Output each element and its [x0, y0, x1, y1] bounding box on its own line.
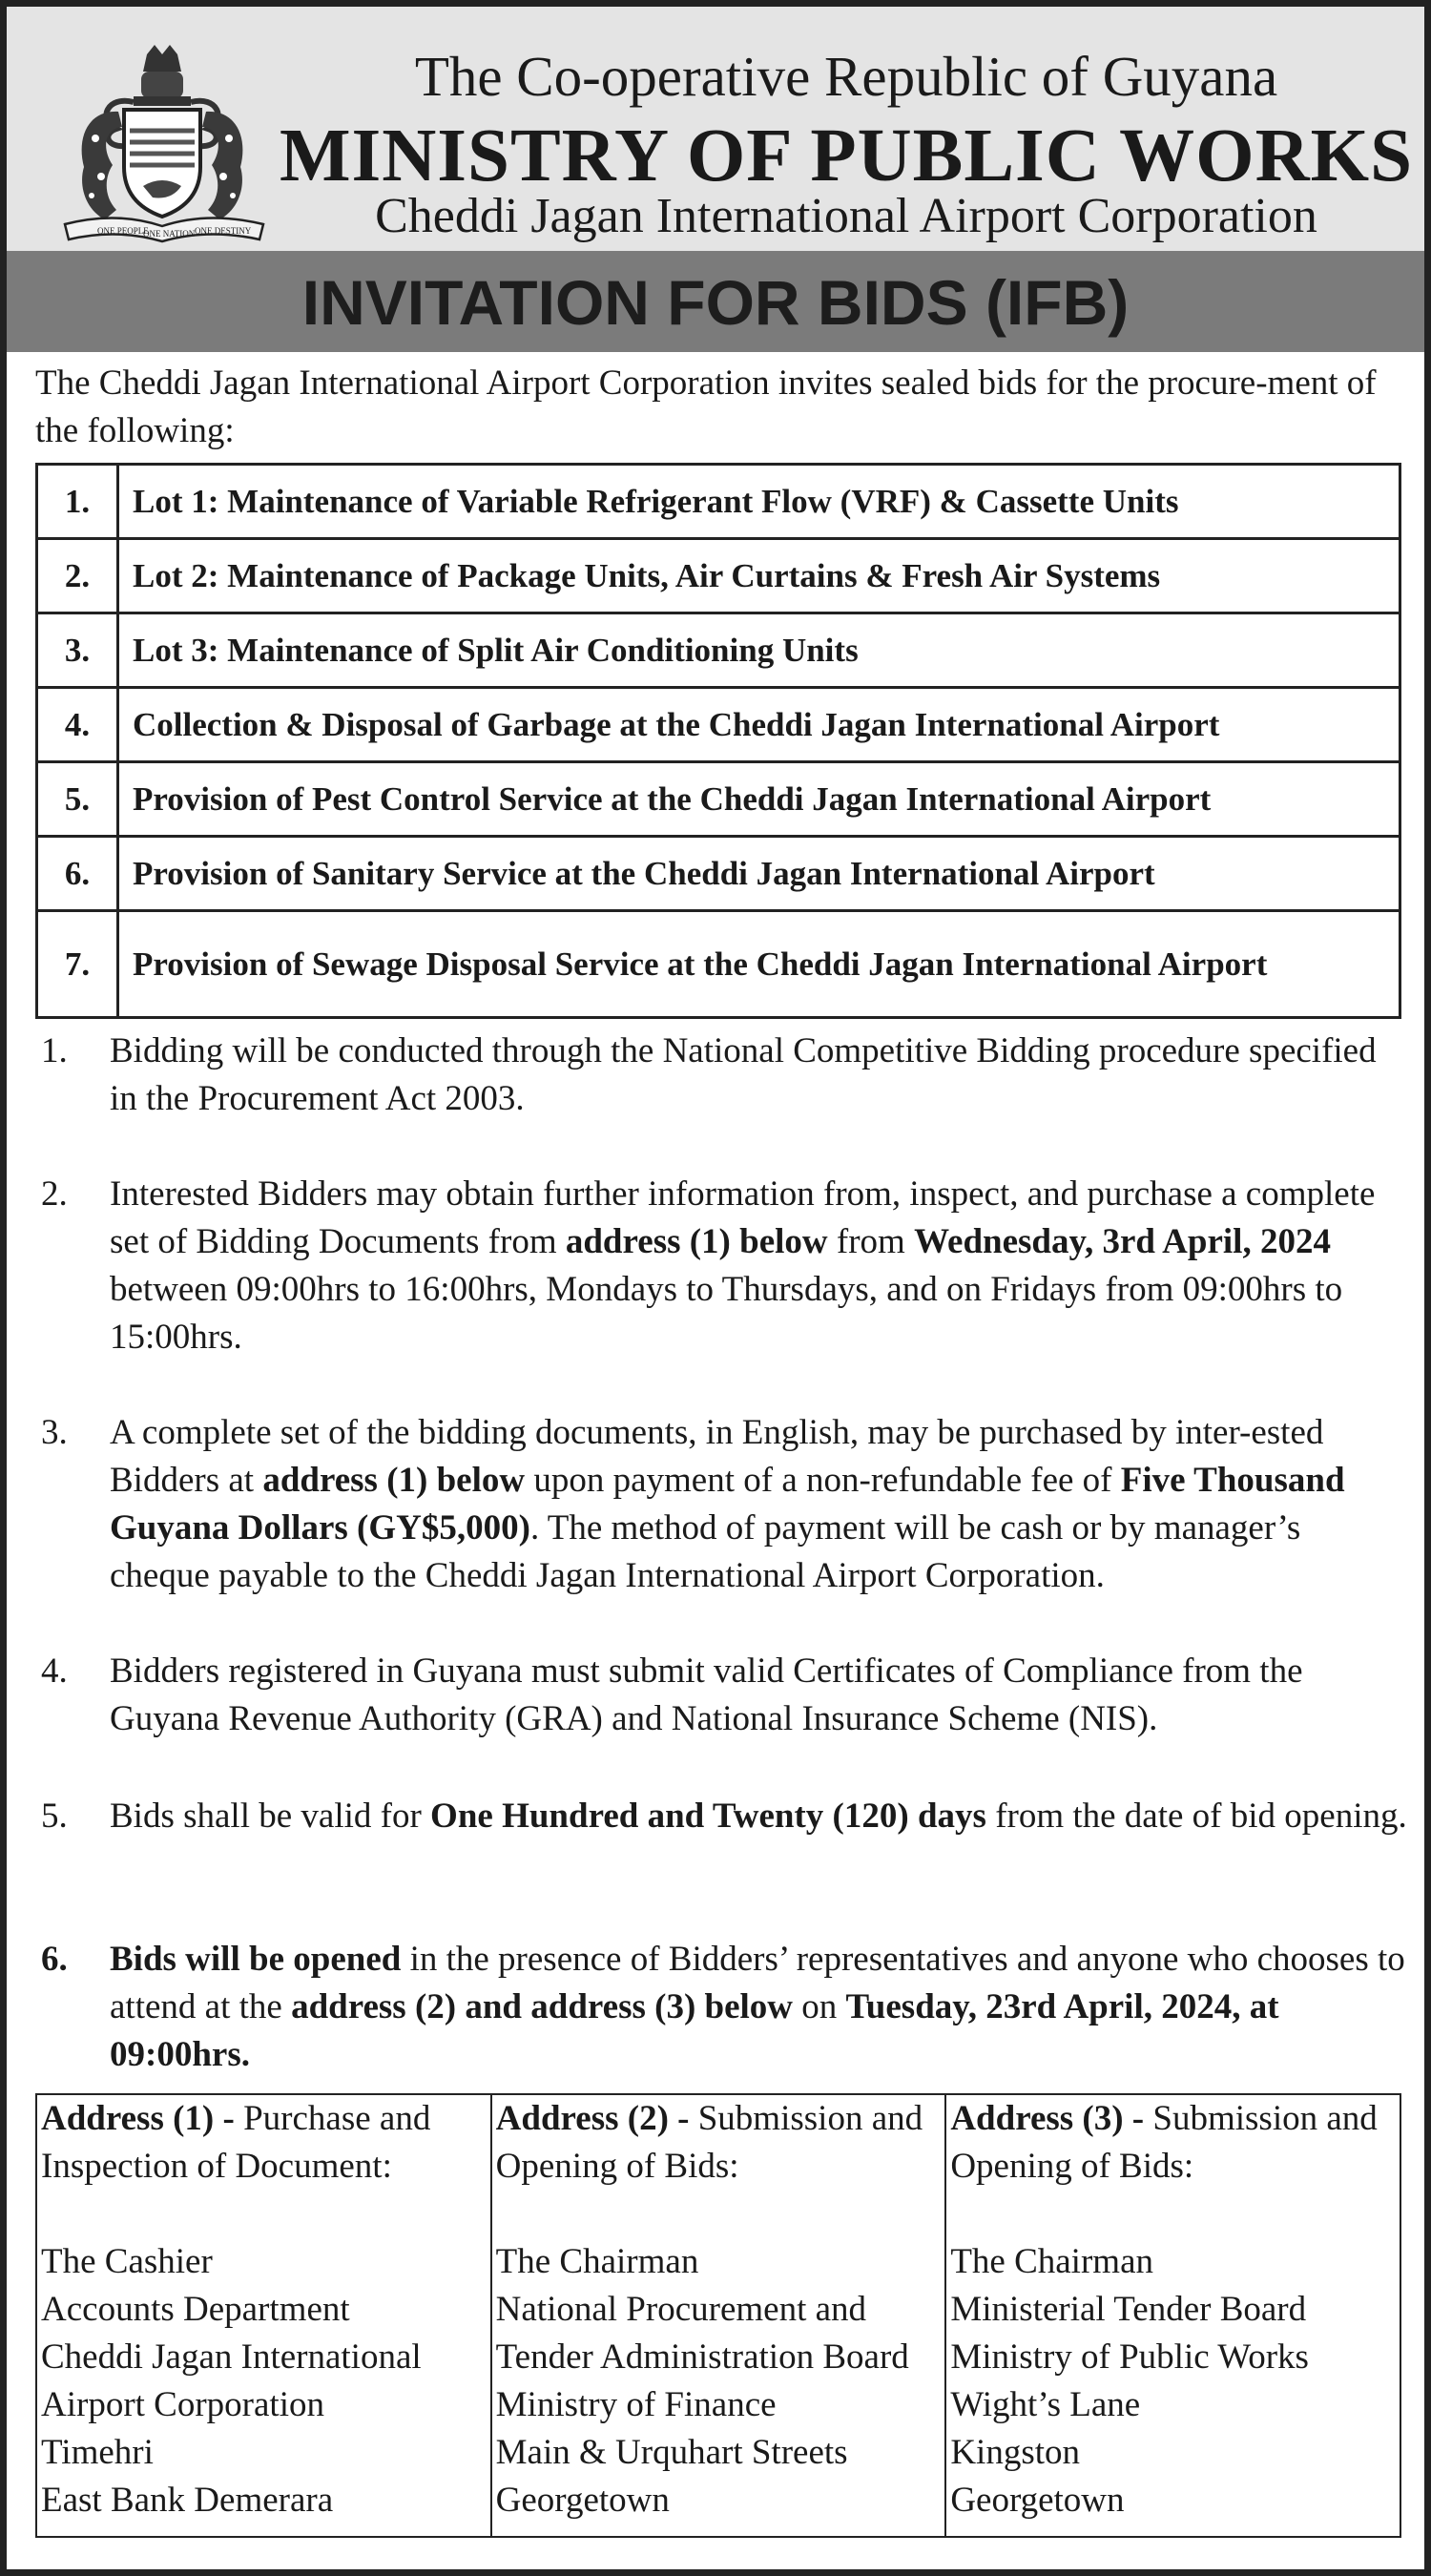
lot-row	[37, 837, 1400, 911]
address-line: Georgetown	[950, 2481, 1125, 2520]
ministry-title: MINISTRY OF PUBLIC WORKS	[279, 114, 1414, 197]
lot-number: 3.	[37, 613, 118, 688]
lot-row	[37, 613, 1400, 688]
clause-text: Bids shall be valid for One Hundred and Twenty (120) days from the date of bid opening.	[110, 1797, 1407, 1836]
intro-paragraph: The Cheddi Jagan International Airport Corporation invites sealed bids for the procure-ment of the following:	[35, 364, 1377, 450]
lots-table	[35, 463, 1401, 1019]
clause-number: 5.	[41, 1797, 68, 1836]
address-line: The Chairman	[950, 2242, 1153, 2281]
address-line: East Bank Demerara	[41, 2481, 334, 2520]
lot-row	[37, 762, 1400, 837]
motto-right: ONE DESTINY	[195, 226, 252, 236]
address-line: Cheddi Jagan International	[41, 2337, 422, 2377]
clause-1	[35, 1028, 1409, 1123]
address-line: Kingston	[950, 2433, 1080, 2472]
lot-description: Collection & Disposal of Garbage at the Cheddi Jagan International Airport	[118, 688, 1400, 762]
lot-row	[37, 911, 1400, 1018]
corporation-title: Cheddi Jagan International Airport Corporation	[375, 189, 1317, 243]
lot-description: Provision of Sewage Disposal Service at the Cheddi Jagan International Airport	[118, 911, 1400, 1018]
lot-row	[37, 539, 1400, 613]
lot-description: Lot 1: Maintenance of Variable Refrigerant Flow (VRF) & Cassette Units	[118, 465, 1400, 539]
lot-description: Provision of Pest Control Service at the Cheddi Jagan International Airport	[118, 762, 1400, 837]
addresses-table	[35, 2093, 1401, 2538]
address-line: Airport Corporation	[41, 2385, 324, 2424]
coat-of-arms-icon	[59, 43, 269, 253]
ifb-banner: INVITATION FOR BIDS (IFB)	[7, 251, 1424, 352]
address-line: Timehri	[41, 2433, 154, 2472]
clause-5	[35, 1793, 1409, 1840]
address-line: Georgetown	[495, 2481, 670, 2520]
republic-title: The Co-operative Republic of Guyana	[414, 45, 1278, 108]
address-heading: Address (2) - Submission and Opening of Bids:	[495, 2099, 923, 2186]
clause-text: Bids will be opened in the presence of Bidders’ representatives and anyone who chooses to attend at the address (2) and address (3) below on Tuesday, 23rd April, 2024, at 09:00hrs.	[110, 1940, 1405, 2074]
address-line: Ministerial Tender Board	[950, 2290, 1307, 2329]
address-line: The Cashier	[41, 2242, 213, 2281]
address-line: Accounts Department	[41, 2290, 350, 2329]
address-2	[491, 2094, 946, 2537]
clause-3	[35, 1409, 1409, 1600]
address-line: Tender Administration Board	[495, 2337, 909, 2377]
clause-number: 1.	[41, 1031, 68, 1070]
lot-number: 7.	[37, 911, 118, 1018]
lot-number: 1.	[37, 465, 118, 539]
lot-number: 5.	[37, 762, 118, 837]
address-line: Wight’s Lane	[950, 2385, 1141, 2424]
lot-description: Lot 2: Maintenance of Package Units, Air Curtains & Fresh Air Systems	[118, 539, 1400, 613]
clause-4	[35, 1648, 1409, 1743]
clause-text: Interested Bidders may obtain further information from, inspect, and purchase a complete set of Bidding Documents from address (1) below from Wednesday, 3rd April, 2024 between 09:00hrs to 16:00hrs, Mondays to Thursdays, and on Fridays from 09:00hrs to 15:00hrs.	[110, 1174, 1376, 1357]
motto-left: ONE PEOPLE	[97, 226, 149, 236]
lot-row	[37, 465, 1400, 539]
address-heading: Address (1) - Purchase and Inspection of Document:	[41, 2099, 431, 2186]
motto-center: ONE NATION	[143, 229, 196, 239]
lot-description: Provision of Sanitary Service at the Cheddi Jagan International Airport	[118, 837, 1400, 911]
lot-number: 4.	[37, 688, 118, 762]
address-3	[945, 2094, 1400, 2537]
address-line: National Procurement and	[495, 2290, 867, 2329]
clause-2	[35, 1171, 1409, 1361]
clause-number: 6.	[41, 1940, 68, 1979]
address-line: Main & Urquhart Streets	[495, 2433, 848, 2472]
lot-description: Lot 3: Maintenance of Split Air Conditioning Units	[118, 613, 1400, 688]
address-line: The Chairman	[495, 2242, 699, 2281]
lot-row	[37, 688, 1400, 762]
clause-text: Bidders registered in Guyana must submit valid Certificates of Compliance from the Guyana Revenue Authority (GRA) and National Insurance Scheme (NIS).	[110, 1652, 1303, 1738]
lot-number: 2.	[37, 539, 118, 613]
clause-number: 3.	[41, 1413, 68, 1452]
address-1	[36, 2094, 491, 2537]
header	[7, 7, 1424, 251]
clause-number: 2.	[41, 1174, 68, 1214]
address-line: Ministry of Finance	[495, 2385, 777, 2424]
clause-6	[35, 1936, 1409, 2079]
clause-number: 4.	[41, 1652, 68, 1691]
lot-number: 6.	[37, 837, 118, 911]
address-line: Ministry of Public Works	[950, 2337, 1309, 2377]
clause-text: A complete set of the bidding documents, in English, may be purchased by inter-ested Bidders at address (1) below upon payment of a non-refundable fee of Five Thousand Guyana Dollars (GY$5,000). The method of payment will be cash or by manager’s cheque payable to the Cheddi Jagan International Airport Corporation.	[110, 1413, 1345, 1595]
clause-text: Bidding will be conducted through the National Competitive Bidding procedure specified in the Procurement Act 2003.	[110, 1031, 1377, 1118]
address-heading: Address (3) - Submission and Opening of Bids:	[950, 2099, 1378, 2186]
